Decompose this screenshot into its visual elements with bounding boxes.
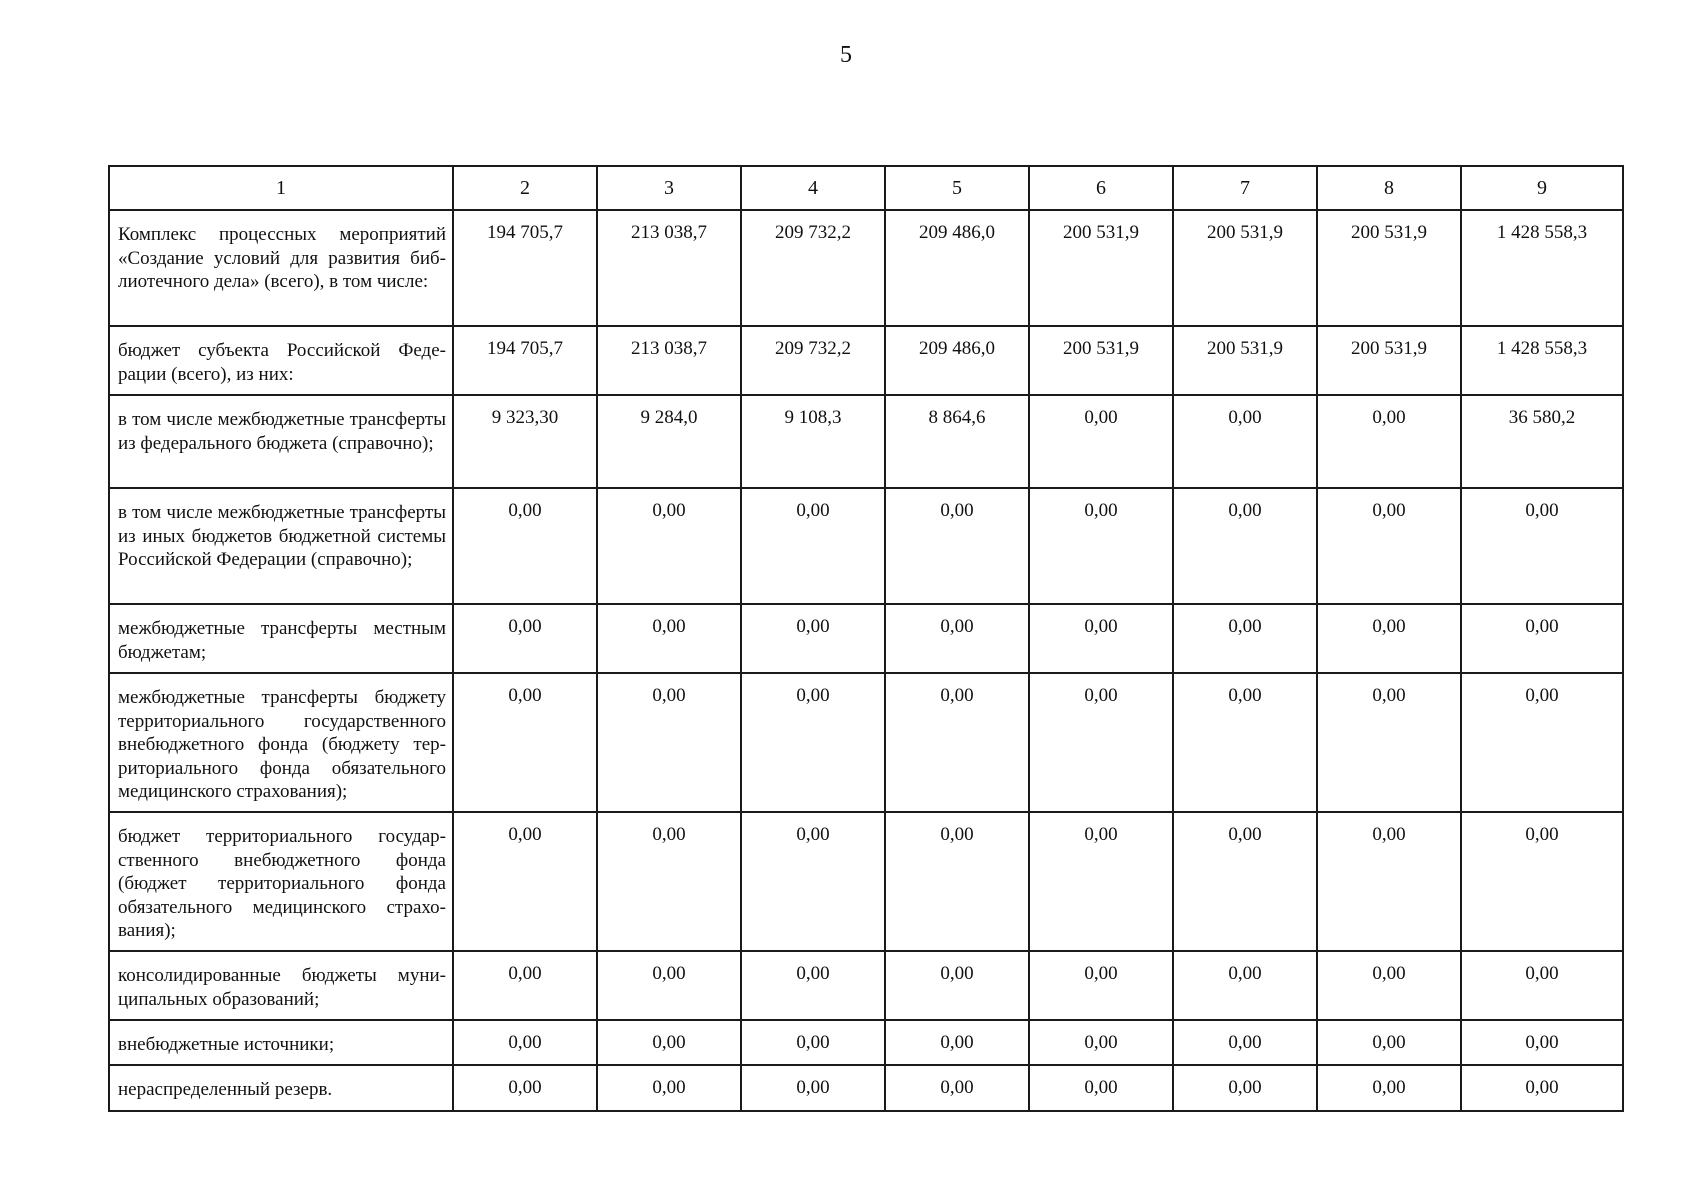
table-row xyxy=(109,395,1623,488)
column-header: 3 xyxy=(597,166,741,210)
column-header: 6 xyxy=(1029,166,1173,210)
value-cell: 0,00 xyxy=(1461,604,1623,673)
page-number: 5 xyxy=(840,42,852,68)
value-cell: 0,00 xyxy=(1173,395,1317,488)
table-row xyxy=(109,326,1623,395)
value-cell: 36 580,2 xyxy=(1461,395,1623,488)
row-label: в том числе межбюджетные трансферты из федерального бюджета (справочно); xyxy=(109,395,453,488)
value-cell: 0,00 xyxy=(1461,812,1623,951)
value-cell: 0,00 xyxy=(1029,395,1173,488)
value-cell: 209 732,2 xyxy=(741,210,885,326)
value-cell: 8 864,6 xyxy=(885,395,1029,488)
value-cell: 0,00 xyxy=(1461,1020,1623,1065)
value-cell: 0,00 xyxy=(453,673,597,812)
value-cell: 0,00 xyxy=(1317,604,1461,673)
value-cell: 0,00 xyxy=(597,1020,741,1065)
value-cell: 0,00 xyxy=(1461,673,1623,812)
value-cell: 200 531,9 xyxy=(1029,326,1173,395)
value-cell: 209 486,0 xyxy=(885,326,1029,395)
value-cell: 0,00 xyxy=(741,1065,885,1111)
value-cell: 0,00 xyxy=(1029,812,1173,951)
value-cell: 213 038,7 xyxy=(597,210,741,326)
value-cell: 0,00 xyxy=(741,488,885,604)
row-label: внебюджетные источники; xyxy=(109,1020,453,1065)
table-row xyxy=(109,1020,1623,1065)
header-row xyxy=(109,166,1623,210)
value-cell: 0,00 xyxy=(597,604,741,673)
value-cell: 194 705,7 xyxy=(453,210,597,326)
value-cell: 0,00 xyxy=(453,604,597,673)
value-cell: 0,00 xyxy=(885,604,1029,673)
value-cell: 0,00 xyxy=(1317,1020,1461,1065)
value-cell: 0,00 xyxy=(1029,1065,1173,1111)
value-cell: 0,00 xyxy=(1029,673,1173,812)
row-label: в том числе межбюджетные трансферты из иных бюджетов бюджетной системы Российской Федерации (справочно); xyxy=(109,488,453,604)
value-cell: 0,00 xyxy=(1317,951,1461,1020)
value-cell: 0,00 xyxy=(453,812,597,951)
column-header: 7 xyxy=(1173,166,1317,210)
value-cell: 0,00 xyxy=(885,1020,1029,1065)
value-cell: 213 038,7 xyxy=(597,326,741,395)
value-cell: 0,00 xyxy=(453,951,597,1020)
value-cell: 0,00 xyxy=(597,951,741,1020)
value-cell: 0,00 xyxy=(1029,488,1173,604)
value-cell: 9 108,3 xyxy=(741,395,885,488)
value-cell: 0,00 xyxy=(1029,951,1173,1020)
value-cell: 0,00 xyxy=(1317,812,1461,951)
value-cell: 0,00 xyxy=(1317,673,1461,812)
table-row xyxy=(109,1065,1623,1111)
row-label: консолидированные бюджеты муниципальных образований; xyxy=(109,951,453,1020)
column-header: 1 xyxy=(109,166,453,210)
value-cell: 0,00 xyxy=(1173,1020,1317,1065)
value-cell: 0,00 xyxy=(885,812,1029,951)
value-cell: 1 428 558,3 xyxy=(1461,326,1623,395)
value-cell: 0,00 xyxy=(453,1020,597,1065)
column-header: 8 xyxy=(1317,166,1461,210)
column-header: 4 xyxy=(741,166,885,210)
value-cell: 9 284,0 xyxy=(597,395,741,488)
value-cell: 209 486,0 xyxy=(885,210,1029,326)
value-cell: 0,00 xyxy=(741,604,885,673)
table-row xyxy=(109,673,1623,812)
value-cell: 0,00 xyxy=(1173,604,1317,673)
column-header: 5 xyxy=(885,166,1029,210)
table-row xyxy=(109,488,1623,604)
value-cell: 0,00 xyxy=(1317,395,1461,488)
value-cell: 0,00 xyxy=(885,488,1029,604)
value-cell: 209 732,2 xyxy=(741,326,885,395)
value-cell: 0,00 xyxy=(885,1065,1029,1111)
value-cell: 0,00 xyxy=(597,673,741,812)
column-header: 9 xyxy=(1461,166,1623,210)
value-cell: 0,00 xyxy=(1029,604,1173,673)
value-cell: 0,00 xyxy=(597,812,741,951)
value-cell: 0,00 xyxy=(597,1065,741,1111)
value-cell: 0,00 xyxy=(1461,488,1623,604)
value-cell: 0,00 xyxy=(1461,1065,1623,1111)
value-cell: 200 531,9 xyxy=(1029,210,1173,326)
value-cell: 0,00 xyxy=(597,488,741,604)
value-cell: 200 531,9 xyxy=(1173,210,1317,326)
value-cell: 0,00 xyxy=(741,1020,885,1065)
value-cell: 0,00 xyxy=(885,951,1029,1020)
value-cell: 0,00 xyxy=(1461,951,1623,1020)
table-row xyxy=(109,210,1623,326)
row-label: межбюджетные трансферты бюджету территориального государственного внебюджетного фонда (бюджету территориального фонда обязательного медицинского страхования); xyxy=(109,673,453,812)
table-row xyxy=(109,812,1623,951)
value-cell: 0,00 xyxy=(1173,673,1317,812)
row-label: Комплекс процессных мероприятий «Создание условий для развития библиотечного дела» (всего), в том числе: xyxy=(109,210,453,326)
table-row xyxy=(109,604,1623,673)
value-cell: 0,00 xyxy=(1173,488,1317,604)
row-label: бюджет территориального государственного внебюджетного фонда (бюджет территориального фонда обязательного медицинского страхования); xyxy=(109,812,453,951)
row-label: нераспределенный резерв. xyxy=(109,1065,453,1111)
value-cell: 0,00 xyxy=(1173,812,1317,951)
value-cell: 0,00 xyxy=(1317,488,1461,604)
value-cell: 200 531,9 xyxy=(1173,326,1317,395)
value-cell: 0,00 xyxy=(1029,1020,1173,1065)
column-header: 2 xyxy=(453,166,597,210)
table-row xyxy=(109,951,1623,1020)
budget-table xyxy=(108,165,1624,1112)
value-cell: 194 705,7 xyxy=(453,326,597,395)
value-cell: 0,00 xyxy=(453,1065,597,1111)
value-cell: 0,00 xyxy=(1317,1065,1461,1111)
value-cell: 200 531,9 xyxy=(1317,210,1461,326)
value-cell: 0,00 xyxy=(741,812,885,951)
value-cell: 200 531,9 xyxy=(1317,326,1461,395)
value-cell: 9 323,30 xyxy=(453,395,597,488)
value-cell: 0,00 xyxy=(1173,951,1317,1020)
value-cell: 0,00 xyxy=(885,673,1029,812)
row-label: бюджет субъекта Российской Федерации (всего), из них: xyxy=(109,326,453,395)
value-cell: 0,00 xyxy=(1173,1065,1317,1111)
row-label: межбюджетные трансферты местным бюджетам; xyxy=(109,604,453,673)
value-cell: 0,00 xyxy=(453,488,597,604)
value-cell: 1 428 558,3 xyxy=(1461,210,1623,326)
value-cell: 0,00 xyxy=(741,673,885,812)
value-cell: 0,00 xyxy=(741,951,885,1020)
